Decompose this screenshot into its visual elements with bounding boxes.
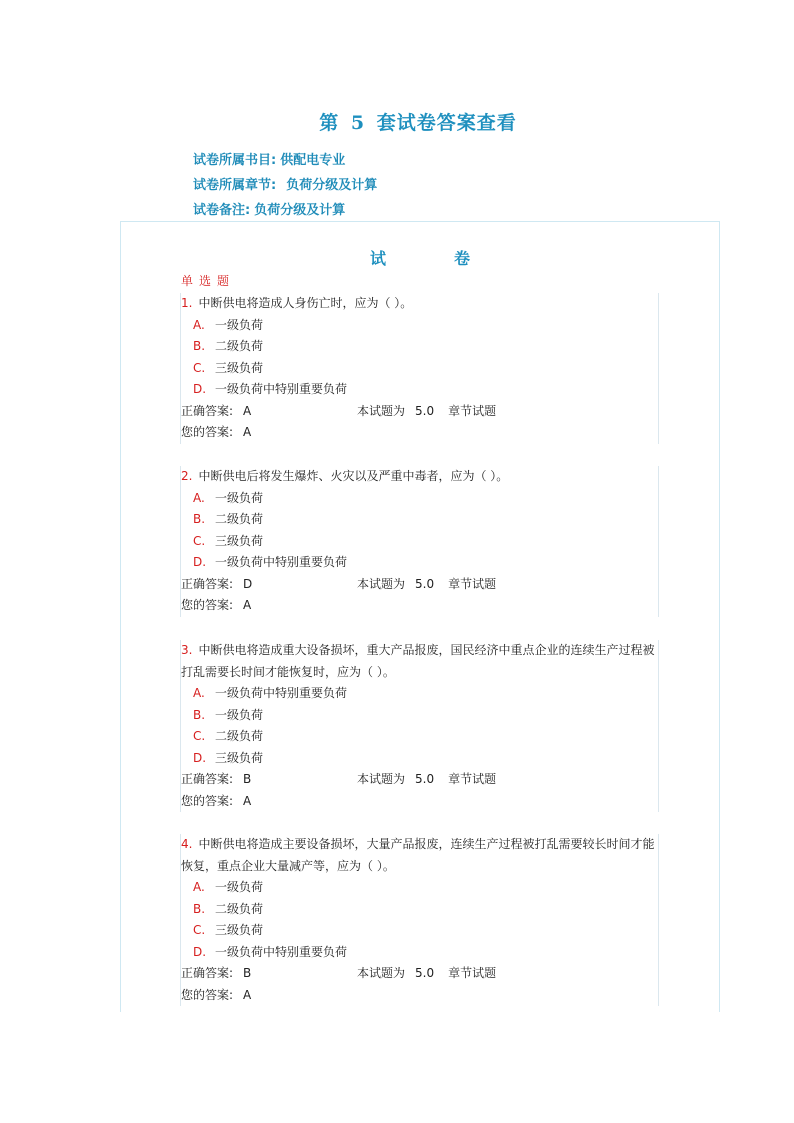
option-item [181,336,659,358]
option-text: 一级负荷中特别重要负荷 [215,944,348,959]
option-text: 二级负荷 [215,512,264,526]
question-number: 1. [181,296,193,310]
score-value: 5.0 [415,576,435,591]
question-number: 4. [181,837,193,851]
your-answer-value: A [243,425,252,439]
option-letter: C. [193,360,206,375]
question-text: 中断供电将造成重大设备损坏，重大产品报废，国民经济中重点企业的连续生产过程被打乱需要长时间才能恢复时，应为（ ）。 [181,643,655,679]
score-info [357,963,496,985]
option-text: 一级负荷 [215,707,264,722]
your-answer-row [181,595,659,617]
answer-row [181,401,659,423]
answer-row [181,574,659,596]
your-answer-row [181,791,659,813]
your-answer-value: A [243,598,252,612]
meta-book [193,149,345,168]
option-letter: D. [193,944,207,959]
option-text: 二级负荷 [215,339,264,353]
option-item [181,315,659,337]
paper-heading-char1: 试 [370,249,387,268]
correct-answer [181,963,251,985]
question-text: 中断供电后将发生爆炸、火灾以及严重中毒者，应为（ ）。 [198,469,509,483]
option-text: 三级负荷 [215,533,264,548]
score-prefix: 本试题为 [357,772,406,786]
score-suffix: 章节试题 [448,772,497,786]
correct-answer-value: B [243,966,252,980]
score-prefix: 本试题为 [357,576,406,591]
score-suffix: 章节试题 [448,576,497,591]
option-text: 一级负荷中特别重要负荷 [215,555,348,569]
your-answer [181,791,251,813]
option-letter: C. [193,533,206,548]
option-item [181,509,659,531]
option-letter: B. [193,512,206,526]
option-letter: C. [193,729,206,743]
score-suffix: 章节试题 [448,403,497,418]
section-label: 单选题 [181,274,236,288]
option-item [181,726,659,748]
correct-answer-label: 正确答案: [181,772,234,786]
option-text: 一级负荷 [215,317,264,332]
page-title: 第 5 套试卷答案查看 [319,112,517,134]
option-item [181,488,659,510]
question-block [181,640,659,812]
score-suffix: 章节试题 [448,966,497,980]
your-answer-value: A [243,987,252,1002]
your-answer-row [181,985,659,1007]
question-block [181,466,659,617]
your-answer [181,422,251,444]
correct-answer-label: 正确答案: [181,576,234,591]
answer-row [181,769,659,791]
your-answer [181,985,251,1007]
option-item [181,358,659,380]
option-text: 三级负荷 [215,360,264,375]
option-letter: B. [193,339,206,353]
score-value: 5.0 [415,403,435,418]
score-info [357,574,496,596]
option-letter: B. [193,901,206,916]
meta-chapter-value: 负荷分级及计算 [286,178,378,193]
question-stem [181,466,659,488]
option-item [181,748,659,770]
meta-note-value: 负荷分级及计算 [254,203,346,218]
score-info [357,769,496,791]
score-value: 5.0 [415,772,435,786]
meta-book-label: 试卷所属书目: [193,153,277,168]
meta-chapter-label: 试卷所属章节: [193,178,277,193]
question-block [181,293,659,444]
option-text: 二级负荷 [215,729,264,743]
meta-note-label: 试卷备注: [193,203,251,218]
meta-chapter [193,174,377,193]
option-letter: A. [193,317,205,332]
question-text: 中断供电将造成主要设备损坏，大量产品报废，连续生产过程被打乱需要较长时间才能恢复，重点企业大量减产等，应为（ ）。 [181,837,655,873]
score-prefix: 本试题为 [357,403,406,418]
paper-heading-char2: 卷 [454,249,471,268]
correct-answer-value: A [243,403,252,418]
correct-answer-value: B [243,772,252,786]
your-answer-row [181,422,659,444]
option-item [181,705,659,727]
question-stem [181,640,659,683]
option-text: 一级负荷中特别重要负荷 [215,382,348,396]
option-item [181,899,659,921]
option-text: 二级负荷 [215,901,264,916]
question-text: 中断供电将造成人身伤亡时，应为（ ）。 [198,296,413,310]
your-answer-label: 您的答案: [181,425,234,439]
option-item [181,552,659,574]
option-text: 一级负荷 [215,490,264,505]
option-text: 一级负荷 [215,880,264,894]
option-letter: A. [193,490,205,505]
correct-answer [181,769,251,791]
question-number: 3. [181,643,193,657]
option-item [181,920,659,942]
question-block [181,834,659,1006]
option-item [181,942,659,964]
option-item [181,531,659,553]
meta-note [193,199,345,218]
option-item [181,379,659,401]
option-letter: A. [193,686,205,700]
your-answer [181,595,251,617]
score-info [357,401,496,423]
option-letter: A. [193,880,205,894]
correct-answer [181,574,252,596]
correct-answer-label: 正确答案: [181,403,234,418]
paper-heading [370,246,471,269]
correct-answer [181,401,251,423]
correct-answer-value: D [243,576,253,591]
option-text: 一级负荷中特别重要负荷 [215,686,348,700]
score-value: 5.0 [415,966,435,980]
option-letter: C. [193,923,206,937]
correct-answer-label: 正确答案: [181,966,234,980]
meta-book-value: 供配电专业 [280,153,346,168]
option-item [181,683,659,705]
option-letter: D. [193,750,207,765]
option-letter: B. [193,707,206,722]
question-stem [181,834,659,877]
your-answer-value: A [243,793,252,808]
option-text: 三级负荷 [215,750,264,765]
option-text: 三级负荷 [215,923,264,937]
your-answer-label: 您的答案: [181,793,234,808]
question-stem [181,293,659,315]
answer-row [181,963,659,985]
option-item [181,877,659,899]
option-letter: D. [193,555,207,569]
score-prefix: 本试题为 [357,966,406,980]
your-answer-label: 您的答案: [181,987,234,1002]
question-number: 2. [181,469,193,483]
option-letter: D. [193,382,207,396]
your-answer-label: 您的答案: [181,598,234,612]
